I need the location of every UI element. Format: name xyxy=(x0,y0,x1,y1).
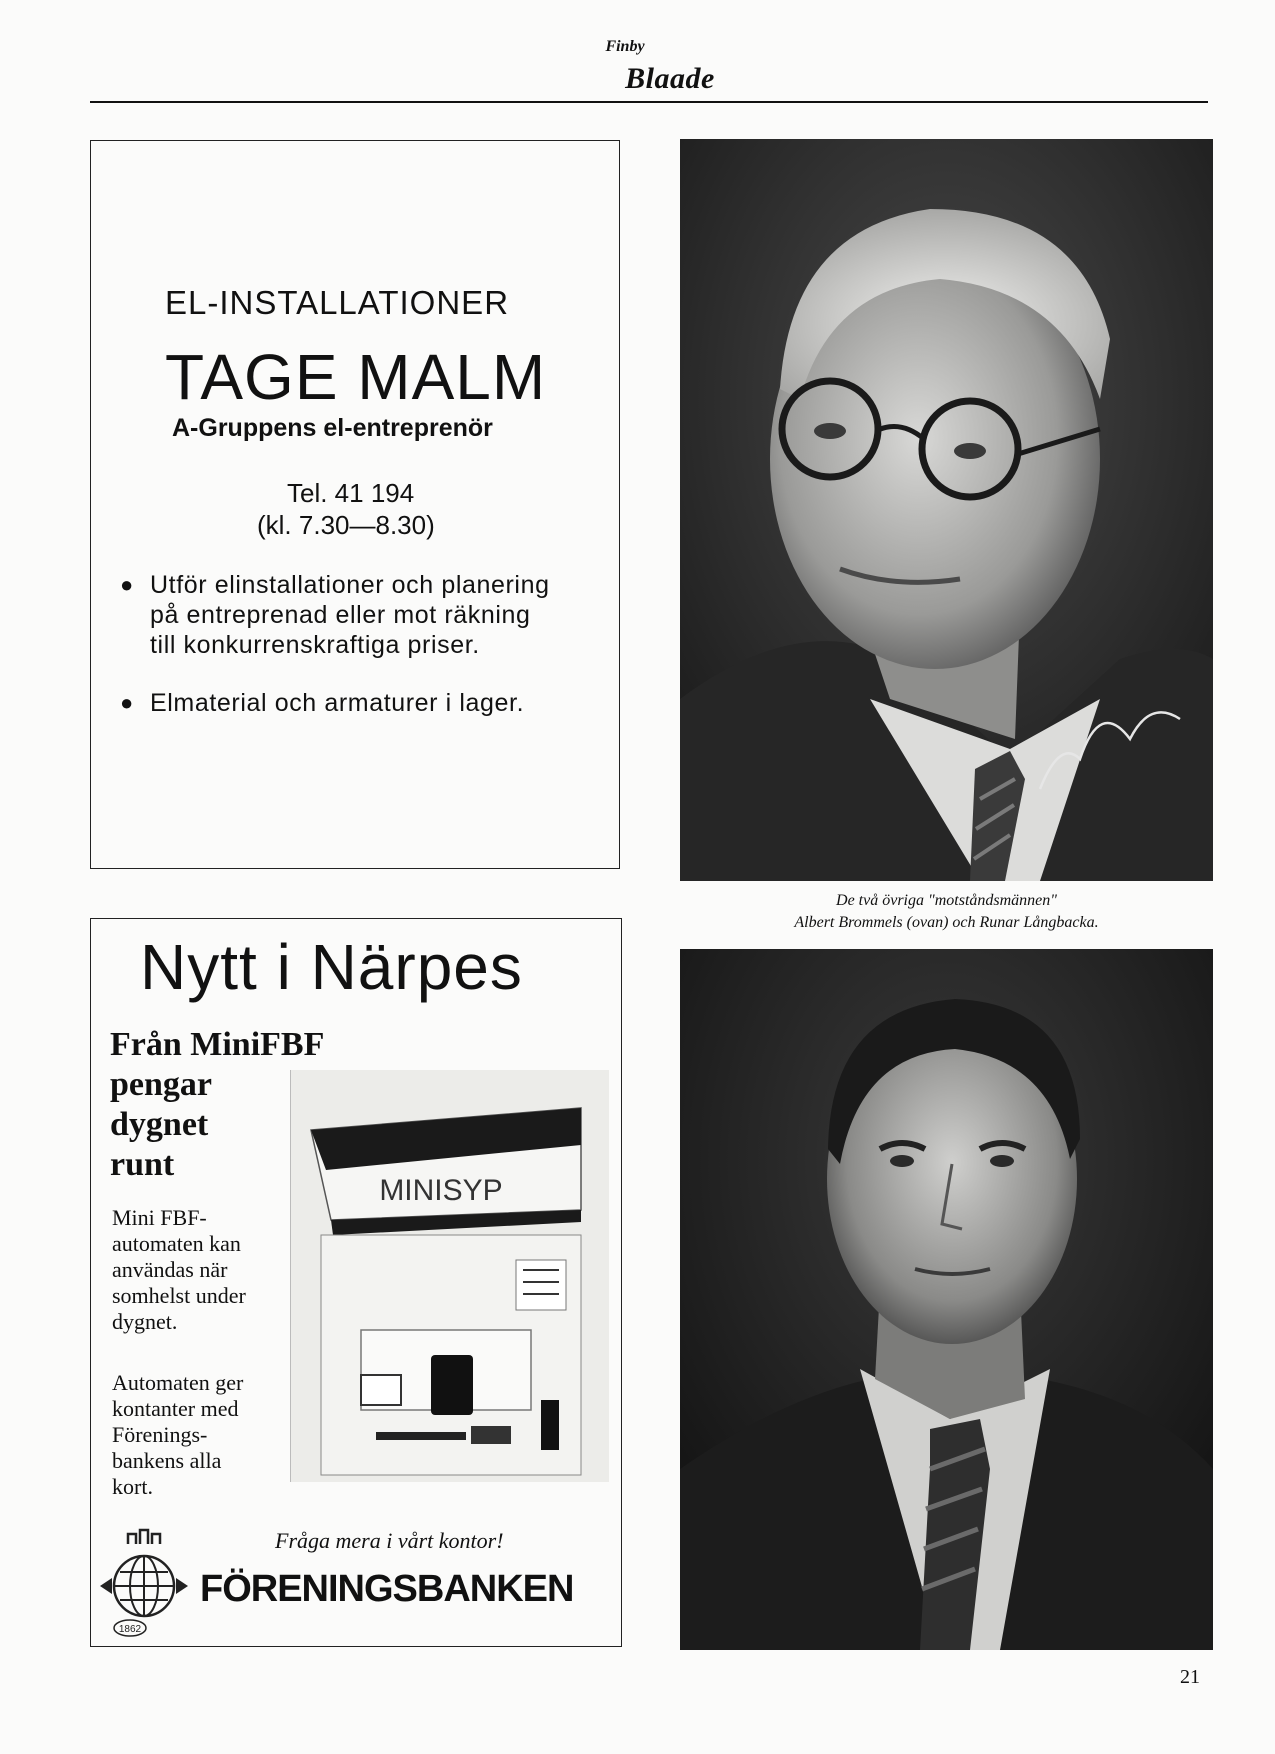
logo-year: 1862 xyxy=(118,1624,142,1635)
bullet-text: Utför elinstallationer och planering på entreprenad eller mot räkning till konkurrenskraftiga priser. xyxy=(150,571,550,659)
page-number: 21 xyxy=(1180,1666,1200,1688)
caption-line: Albert Brommels (ovan) och Runar Långbacka. xyxy=(794,914,1099,931)
portrait-photo-top xyxy=(680,139,1213,881)
foreningsbanken-logo-icon xyxy=(100,1528,196,1638)
ad-bank-cta: Fråga mera i vårt kontor! xyxy=(275,1528,504,1553)
ad-electric-phone: Tel. 41 194 xyxy=(287,478,415,508)
bullet-text: Elmaterial och armaturer i lager. xyxy=(150,689,525,717)
masthead-title: Blaade xyxy=(625,62,715,95)
headline-line: Från MiniFBF xyxy=(110,1026,325,1063)
ad-bank-body-2: Automaten ger kontanter med Förenings- bankens alla kort. xyxy=(112,1370,244,1499)
atm-sign: MINISYP xyxy=(379,1174,503,1207)
bullet-item xyxy=(120,688,615,718)
ad-electric-kicker: EL-INSTALLATIONER xyxy=(165,284,510,321)
bullet-icon: ● xyxy=(120,690,134,715)
ad-electric-subtitle: A-Gruppens el-entreprenör xyxy=(172,414,493,442)
atm-drawing xyxy=(291,1070,609,1482)
bank-name: FÖRENINGSBANKEN xyxy=(200,1568,574,1610)
masthead-rule xyxy=(90,101,1208,103)
bullet-icon: ● xyxy=(120,572,134,597)
ad-electric-hours: (kl. 7.30—8.30) xyxy=(257,510,435,540)
ad-electric-title: TAGE MALM xyxy=(165,341,547,413)
caption-line: De två övriga "motståndsmännen" xyxy=(836,892,1057,909)
masthead-small: Finby xyxy=(605,38,645,55)
atm-illustration xyxy=(290,1070,609,1482)
ad-electric-bullets xyxy=(120,570,615,746)
headline-line: dygnet xyxy=(110,1106,209,1143)
portrait-photo-bottom xyxy=(680,949,1213,1650)
headline-line: runt xyxy=(110,1146,175,1183)
ad-bank-title: Nytt i Närpes xyxy=(140,931,523,1003)
ad-bank-body-1: Mini FBF- automaten kan användas när somhelst under dygnet. xyxy=(112,1205,246,1334)
photo-caption xyxy=(680,890,1213,934)
bullet-item xyxy=(120,570,615,660)
headline-line: pengar xyxy=(110,1066,212,1103)
